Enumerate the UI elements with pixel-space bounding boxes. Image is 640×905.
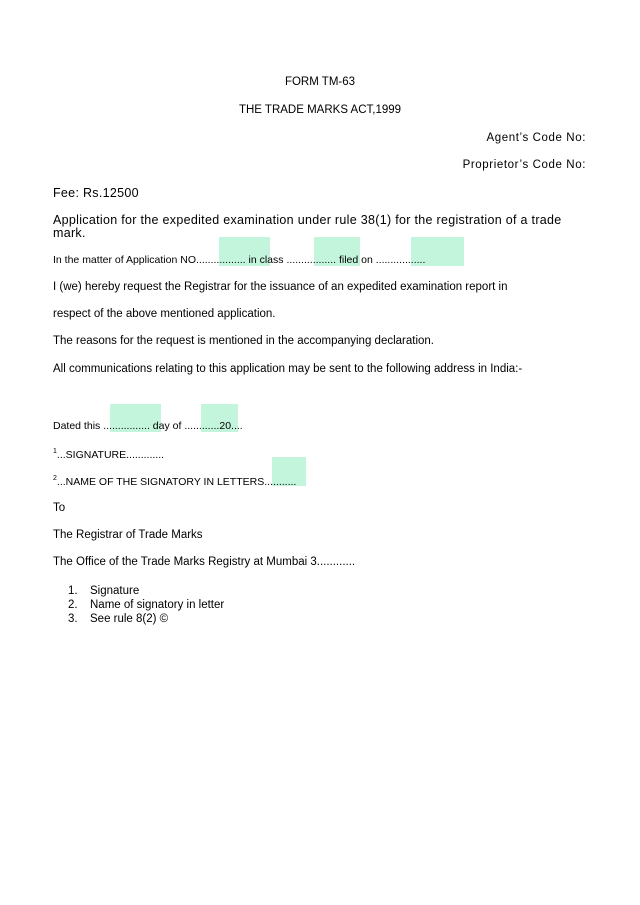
footnote-item (68, 600, 224, 612)
filed-on-dots: ................. (375, 254, 426, 266)
footnote-text: See rule 8(2) © (90, 613, 169, 625)
footnote-text: Name of signatory in letter (90, 599, 225, 611)
matter-prefix: In the matter of Application NO (53, 254, 196, 266)
dated-line (53, 421, 243, 432)
footnote-number: 1. (68, 585, 78, 597)
signature-label: ...SIGNATURE............. (56, 449, 165, 461)
fee-text: Fee: Rs.12500 (53, 186, 139, 200)
request-line1: I (we) hereby request the Registrar for the issuance of an expedited examination report in (53, 281, 508, 293)
signatory-dots: ........... (264, 476, 297, 488)
signature-footnote-mark: 1 (53, 448, 57, 455)
communications-text: All communications relating to this application may be sent to the following address in India:- (53, 363, 523, 375)
dated-month-dots: ............ (184, 420, 220, 432)
application-heading-line1: Application for the expedited examination under rule 38(1) for the registration of a trade (53, 213, 562, 227)
to-label: To (53, 502, 66, 514)
filed-on-label: . filed on (333, 254, 376, 266)
matter-line (53, 255, 425, 266)
footnote-item (68, 614, 168, 626)
act-title: THE TRADE MARKS ACT,1999 (238, 104, 402, 116)
dated-prefix: Dated this (53, 420, 104, 432)
signatory-line (53, 475, 296, 488)
request-line2: respect of the above mentioned application. (53, 308, 276, 320)
application-no-dots: ................. (196, 254, 246, 266)
day-of-label: day of (149, 420, 185, 432)
footnote-item (68, 586, 139, 598)
reasons-text: The reasons for the request is mentioned in the accompanying declaration. (53, 335, 434, 347)
in-class-label: in class (245, 254, 287, 266)
signature-line (53, 448, 164, 461)
proprietor-code-label: Proprietor’s Code No: (462, 159, 586, 171)
footnote-number: 2. (68, 599, 78, 611)
application-heading-line2: mark. (53, 226, 86, 240)
office-text: The Office of the Trade Marks Registry at Mumbai 3............ (53, 556, 356, 568)
dated-year: 20.... (219, 420, 243, 432)
signatory-label: ...NAME OF THE SIGNATORY IN LETTERS (56, 476, 265, 488)
registrar-text: The Registrar of Trade Marks (53, 529, 203, 541)
dated-day-dots: ................ (103, 420, 150, 432)
footnote-number: 3. (68, 613, 78, 625)
signatory-footnote-mark: 2 (53, 475, 57, 482)
agent-code-label: Agent’s Code No: (486, 132, 586, 144)
form-title: FORM TM-63 (284, 76, 356, 88)
footnote-text: Signature (90, 585, 140, 597)
class-dots: ................ (286, 254, 334, 266)
